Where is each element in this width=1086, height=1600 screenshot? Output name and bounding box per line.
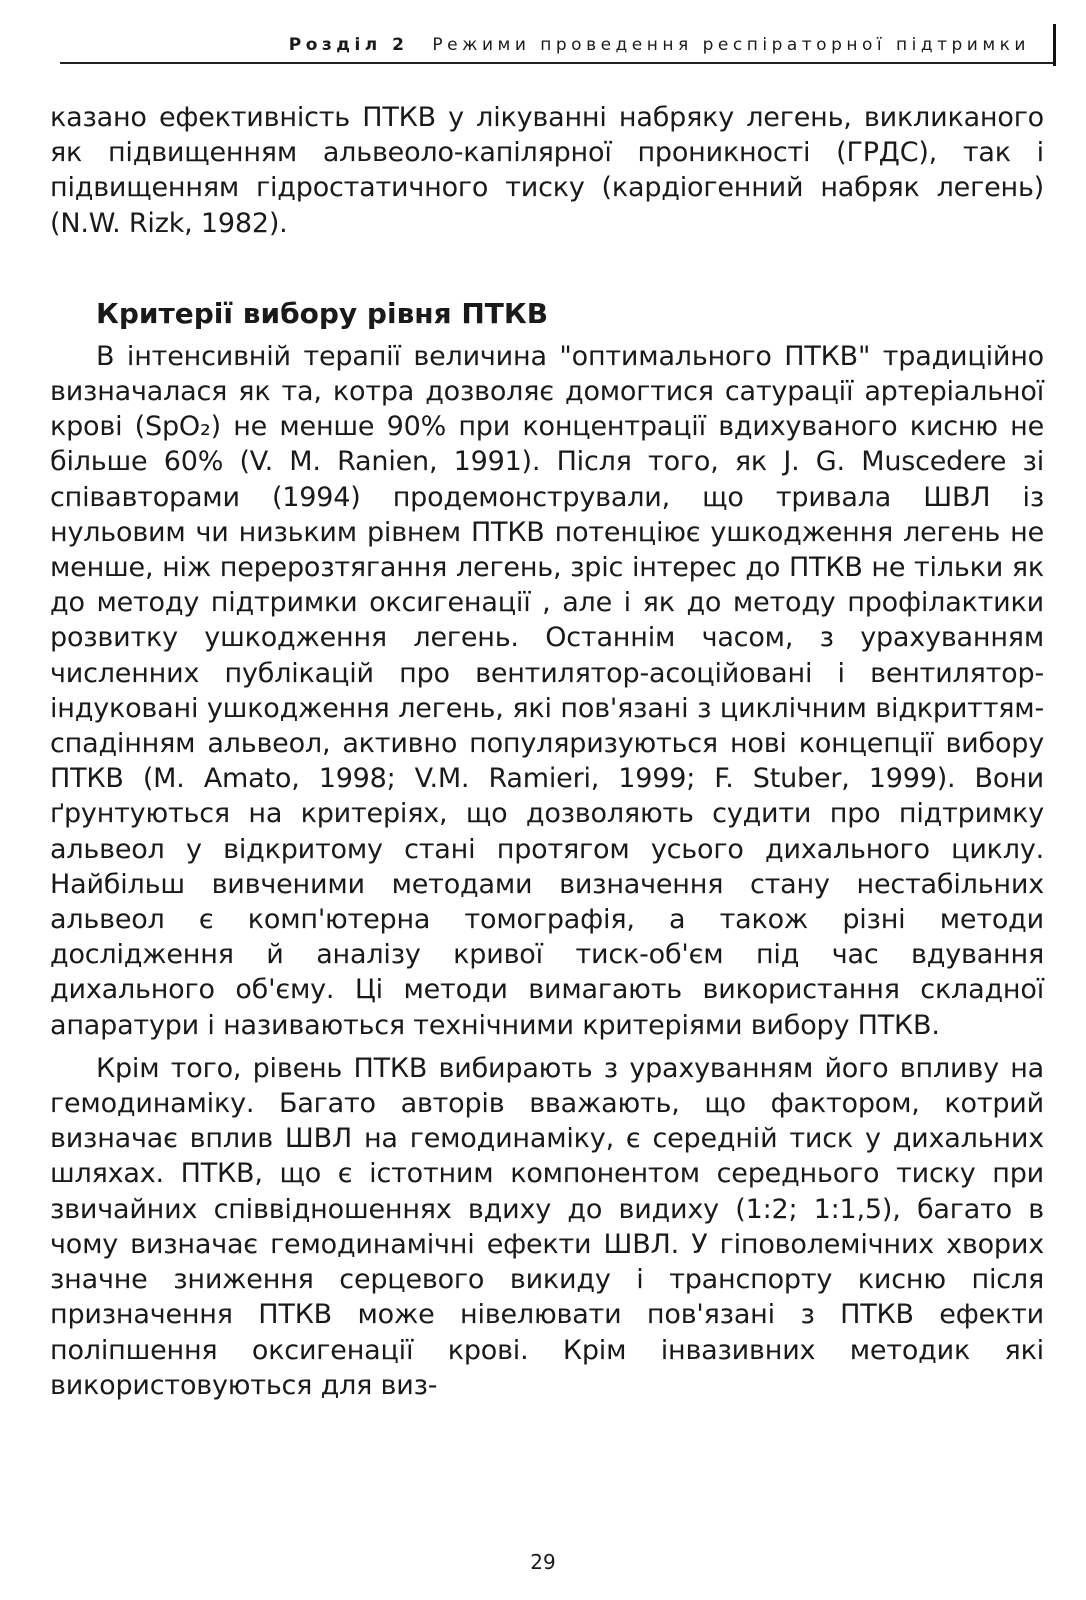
page-number: 29 (530, 1550, 556, 1574)
paragraph-criteria: В інтенсивній терапії величина "оптимального ПТКВ" традиційно визначалася як та, котра дозволяє домогтися сатурації артеріальної крові (SpO₂) не менше 90% при концентрації вдихуваного кисню не більше 60% (V. M. Ranien, 1991). Після того, як J. G. Muscedere зі співавторами (1994) продемонстрували, що тривала ШВЛ із нульовим чи низьким рівнем ПТКВ потенціює ушкодження легень не менше, ніж перерозтягання легень, зріс інтерес до ПТКВ не тільки як до методу підтримки оксигенації , але і як до методу профілактики розвитку ушкодження легень. Останнім часом, з урахуванням численних публікацій про вентилятор-асоційовані і вентилятор-індуковані ушкодження легень, які пов'язані з циклічним відкриттям-спадінням альвеол, активно популяризуються нові концепції вибору ПТКВ (M. Amato, 1998; V.M. Ramieri, 1999; F. Stuber, 1999). Вони ґрунтуються на критеріях, що дозволяють судити про підтримку альвеол у відкритому стані протягом усього дихального циклу. Найбільш вивченими методами визначення стану нестабільних альвеол є комп'ютерна томографія, а також різні методи дослідження й аналізу кривої тиск-об'єм під час вдування дихального об'єму. Ці методи вимагають використання складної апаратури і називаються технічними критеріями вибору ПТКВ. (50, 340, 1044, 1041)
section-heading: Критерії вибору рівня ПТКВ (96, 296, 549, 330)
paragraph-intro: казано ефективність ПТКВ у лікуванні набряку легень, викликаного як підвищенням альвеоло-капілярної проникності (ГРДС), так і підвищенням гідростатичного тиску (кардіогенний набряк легень) (N.W. Rizk, 1982). (50, 102, 1044, 239)
paragraph-hemodynamics: Крім того, рівень ПТКВ вибирають з урахуванням його впливу на гемодинаміку. Багато авторів вважають, що фактором, котрий визначає вплив ШВЛ на гемодинаміку, є середній тиск у дихальних шляхах. ПТКВ, що є істотним компонентом середнього тиску при звичайних співвідношеннях вдиху до видиху (1:2; 1:1,5), багато в чому визначає гемодинамічні ефекти ШВЛ. У гіповолемічних хворих значне зниження серцевого викиду і транспорту кисню після призначення ПТКВ може нівелювати пов'язані з ПТКВ ефекти поліпшення оксигенації крові. Крім інвазивних методик які використовуються для виз- (50, 1052, 1044, 1401)
page-body (50, 100, 1044, 1403)
header-rule-mark (1053, 24, 1056, 66)
section-number: Розділ 2 (288, 35, 409, 55)
running-header (60, 30, 1056, 64)
section-title: Режими проведення респіраторної підтримки (432, 35, 1030, 55)
